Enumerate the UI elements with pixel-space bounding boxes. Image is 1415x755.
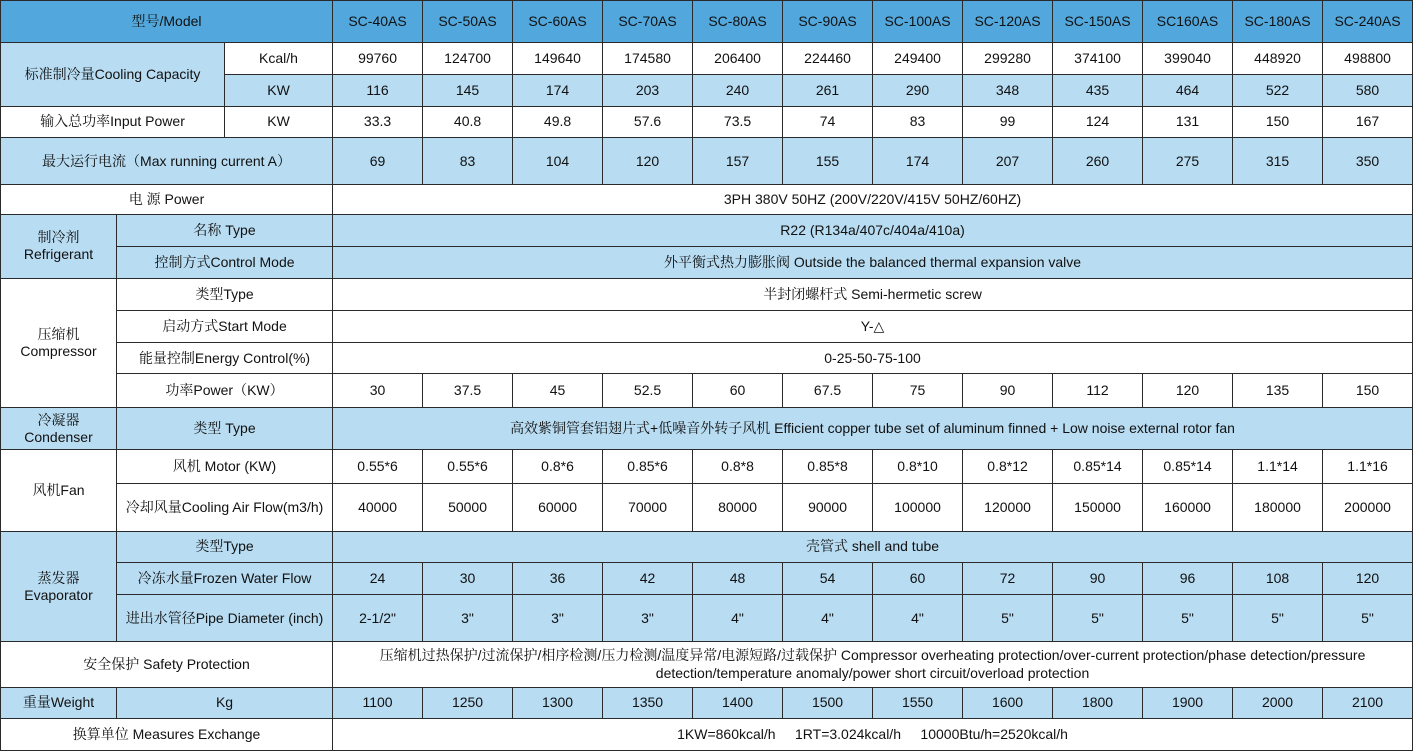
value-cell: 40.8	[423, 106, 513, 138]
value-cell: 104	[513, 138, 603, 185]
value-cell: 155	[783, 138, 873, 185]
weight-unit: Kg	[117, 687, 333, 719]
max-current-row	[1, 138, 1413, 185]
model-cell: SC-120AS	[963, 1, 1053, 43]
value-cell: 1.1*14	[1233, 450, 1323, 484]
value-cell: 72	[963, 562, 1053, 595]
measures-value: 1KW=860kcal/h 1RT=3.024kcal/h 10000Btu/h=2520kcal/h	[333, 719, 1413, 751]
max-current-label: 最大运行电流（Max running current A）	[1, 138, 333, 185]
value-cell: 131	[1143, 106, 1233, 138]
value-cell: 57.6	[603, 106, 693, 138]
value-cell: 399040	[1143, 43, 1233, 75]
value-cell: 348	[963, 75, 1053, 107]
model-cell: SC-100AS	[873, 1, 963, 43]
header-row	[1, 1, 1413, 43]
refrigerant-control-value: 外平衡式热力膨胀阀 Outside the balanced thermal expansion valve	[333, 246, 1413, 278]
value-cell: 150	[1233, 106, 1323, 138]
value-cell: 275	[1143, 138, 1233, 185]
value-cell: 83	[873, 106, 963, 138]
compressor-type-value: 半封闭螺杆式 Semi-hermetic screw	[333, 278, 1413, 311]
measures-row	[1, 719, 1413, 751]
value-cell: 174	[513, 75, 603, 107]
value-cell: 261	[783, 75, 873, 107]
compressor-start-row	[1, 311, 1413, 343]
model-cell: SC160AS	[1143, 1, 1233, 43]
value-cell: 112	[1053, 374, 1143, 408]
value-cell: 60	[873, 562, 963, 595]
value-cell: 99760	[333, 43, 423, 75]
value-cell: 0.55*6	[423, 450, 513, 484]
value-cell: 0.85*6	[603, 450, 693, 484]
value-cell: 249400	[873, 43, 963, 75]
value-cell: 69	[333, 138, 423, 185]
compressor-power-label: 功率Power（KW）	[117, 374, 333, 408]
value-cell: 1300	[513, 687, 603, 719]
value-cell: 24	[333, 562, 423, 595]
value-cell: 33.3	[333, 106, 423, 138]
fan-airflow-row	[1, 484, 1413, 532]
compressor-start-value: Y-△	[333, 311, 1413, 343]
power-row	[1, 184, 1413, 214]
refrigerant-type-row	[1, 215, 1413, 247]
value-cell: 174	[873, 138, 963, 185]
power-label: 电 源 Power	[1, 184, 333, 214]
value-cell: 174580	[603, 43, 693, 75]
value-cell: 150000	[1053, 484, 1143, 532]
value-cell: 135	[1233, 374, 1323, 408]
value-cell: 90	[963, 374, 1053, 408]
value-cell: 1500	[783, 687, 873, 719]
value-cell: 180000	[1233, 484, 1323, 532]
value-cell: 1100	[333, 687, 423, 719]
value-cell: 200000	[1323, 484, 1413, 532]
value-cell: 0.8*6	[513, 450, 603, 484]
value-cell: 3"	[513, 595, 603, 642]
refrigerant-group-label: 制冷剂 Refrigerant	[1, 215, 117, 278]
evaporator-pipe-row	[1, 595, 1413, 642]
value-cell: 116	[333, 75, 423, 107]
value-cell: 0.8*12	[963, 450, 1053, 484]
value-cell: 374100	[1053, 43, 1143, 75]
evaporator-type-value: 壳管式 shell and tube	[333, 532, 1413, 562]
value-cell: 0.8*10	[873, 450, 963, 484]
value-cell: 3"	[603, 595, 693, 642]
compressor-power-row	[1, 374, 1413, 408]
value-cell: 522	[1233, 75, 1323, 107]
refrigerant-type-label: 名称 Type	[117, 215, 333, 247]
value-cell: 224460	[783, 43, 873, 75]
value-cell: 145	[423, 75, 513, 107]
value-cell: 83	[423, 138, 513, 185]
value-cell: 206400	[693, 43, 783, 75]
model-cell: SC-150AS	[1053, 1, 1143, 43]
safety-value: 压缩机过热保护/过流保护/相序检测/压力检测/温度异常/电源短路/过载保护 Compressor overheating protection/over-current protection/phase detection/pressure detection/temperature anomaly/power short circuit/overload protection	[333, 641, 1413, 687]
value-cell: 70000	[603, 484, 693, 532]
value-cell: 120000	[963, 484, 1053, 532]
value-cell: 4"	[693, 595, 783, 642]
refrigerant-control-row	[1, 246, 1413, 278]
value-cell: 498800	[1323, 43, 1413, 75]
cooling-capacity-label: 标准制冷量Cooling Capacity	[1, 43, 225, 106]
condenser-type-value: 高效紫铜管套铝翅片式+低噪音外转子风机 Efficient copper tube set of aluminum finned + Low noise external rotor fan	[333, 408, 1413, 450]
value-cell: 30	[423, 562, 513, 595]
input-power-row	[1, 106, 1413, 138]
power-value: 3PH 380V 50HZ (200V/220V/415V 50HZ/60HZ)	[333, 184, 1413, 214]
condenser-type-label: 类型 Type	[117, 408, 333, 450]
value-cell: 580	[1323, 75, 1413, 107]
fan-group-label: 风机Fan	[1, 450, 117, 532]
value-cell: 5"	[1323, 595, 1413, 642]
cooling-kcal-row	[1, 43, 1413, 75]
evaporator-type-label: 类型Type	[117, 532, 333, 562]
value-cell: 45	[513, 374, 603, 408]
model-cell: SC-50AS	[423, 1, 513, 43]
model-cell: SC-80AS	[693, 1, 783, 43]
value-cell: 1250	[423, 687, 513, 719]
value-cell: 1600	[963, 687, 1053, 719]
value-cell: 4"	[873, 595, 963, 642]
value-cell: 30	[333, 374, 423, 408]
value-cell: 0.85*14	[1143, 450, 1233, 484]
value-cell: 2000	[1233, 687, 1323, 719]
value-cell: 1550	[873, 687, 963, 719]
value-cell: 207	[963, 138, 1053, 185]
evaporator-flow-row	[1, 562, 1413, 595]
compressor-energy-value: 0-25-50-75-100	[333, 342, 1413, 374]
safety-label: 安全保护 Safety Protection	[1, 641, 333, 687]
value-cell: 3"	[423, 595, 513, 642]
refrigerant-control-label: 控制方式Control Mode	[117, 246, 333, 278]
value-cell: 350	[1323, 138, 1413, 185]
evaporator-group-label: 蒸发器 Evaporator	[1, 532, 117, 642]
unit-kw: KW	[225, 75, 333, 107]
compressor-start-label: 启动方式Start Mode	[117, 311, 333, 343]
value-cell: 299280	[963, 43, 1053, 75]
value-cell: 167	[1323, 106, 1413, 138]
model-cell: SC-90AS	[783, 1, 873, 43]
fan-motor-label: 风机 Motor (KW)	[117, 450, 333, 484]
condenser-group-label: 冷凝器 Condenser	[1, 408, 117, 450]
value-cell: 1400	[693, 687, 783, 719]
value-cell: 108	[1233, 562, 1323, 595]
value-cell: 52.5	[603, 374, 693, 408]
value-cell: 290	[873, 75, 963, 107]
evaporator-flow-label: 冷冻水量Frozen Water Flow	[117, 562, 333, 595]
value-cell: 49.8	[513, 106, 603, 138]
evaporator-pipe-label: 进出水管径Pipe Diameter (inch)	[117, 595, 333, 642]
value-cell: 120	[1143, 374, 1233, 408]
compressor-group-label: 压缩机 Compressor	[1, 278, 117, 408]
refrigerant-type-value: R22 (R134a/407c/404a/410a)	[333, 215, 1413, 247]
fan-motor-row	[1, 450, 1413, 484]
value-cell: 54	[783, 562, 873, 595]
value-cell: 464	[1143, 75, 1233, 107]
value-cell: 203	[603, 75, 693, 107]
value-cell: 0.55*6	[333, 450, 423, 484]
model-cell: SC-40AS	[333, 1, 423, 43]
safety-row	[1, 641, 1413, 687]
value-cell: 315	[1233, 138, 1323, 185]
value-cell: 2100	[1323, 687, 1413, 719]
value-cell: 73.5	[693, 106, 783, 138]
value-cell: 75	[873, 374, 963, 408]
input-power-unit: KW	[225, 106, 333, 138]
value-cell: 42	[603, 562, 693, 595]
value-cell: 0.85*8	[783, 450, 873, 484]
value-cell: 448920	[1233, 43, 1323, 75]
input-power-label: 输入总功率Input Power	[1, 106, 225, 138]
model-cell: SC-70AS	[603, 1, 693, 43]
value-cell: 1350	[603, 687, 693, 719]
value-cell: 90000	[783, 484, 873, 532]
model-cell: SC-180AS	[1233, 1, 1323, 43]
model-label: 型号/Model	[1, 1, 333, 43]
value-cell: 260	[1053, 138, 1143, 185]
value-cell: 120	[603, 138, 693, 185]
value-cell: 99	[963, 106, 1053, 138]
value-cell: 5"	[1143, 595, 1233, 642]
value-cell: 5"	[963, 595, 1053, 642]
value-cell: 67.5	[783, 374, 873, 408]
value-cell: 5"	[1233, 595, 1323, 642]
value-cell: 48	[693, 562, 783, 595]
value-cell: 90	[1053, 562, 1143, 595]
value-cell: 100000	[873, 484, 963, 532]
value-cell: 0.8*8	[693, 450, 783, 484]
compressor-type-row	[1, 278, 1413, 311]
value-cell: 240	[693, 75, 783, 107]
evaporator-type-row	[1, 532, 1413, 562]
value-cell: 37.5	[423, 374, 513, 408]
value-cell: 5"	[1053, 595, 1143, 642]
unit-kcal: Kcal/h	[225, 43, 333, 75]
value-cell: 149640	[513, 43, 603, 75]
value-cell: 1800	[1053, 687, 1143, 719]
value-cell: 2-1/2"	[333, 595, 423, 642]
value-cell: 1.1*16	[1323, 450, 1413, 484]
value-cell: 36	[513, 562, 603, 595]
value-cell: 96	[1143, 562, 1233, 595]
value-cell: 124700	[423, 43, 513, 75]
value-cell: 60	[693, 374, 783, 408]
value-cell: 1900	[1143, 687, 1233, 719]
value-cell: 60000	[513, 484, 603, 532]
value-cell: 124	[1053, 106, 1143, 138]
compressor-type-label: 类型Type	[117, 278, 333, 311]
value-cell: 50000	[423, 484, 513, 532]
measures-label: 换算单位 Measures Exchange	[1, 719, 333, 751]
weight-row	[1, 687, 1413, 719]
weight-label: 重量Weight	[1, 687, 117, 719]
value-cell: 160000	[1143, 484, 1233, 532]
value-cell: 80000	[693, 484, 783, 532]
compressor-energy-label: 能量控制Energy Control(%)	[117, 342, 333, 374]
compressor-energy-row	[1, 342, 1413, 374]
model-cell: SC-60AS	[513, 1, 603, 43]
value-cell: 74	[783, 106, 873, 138]
value-cell: 435	[1053, 75, 1143, 107]
fan-airflow-label: 冷却风量Cooling Air Flow(m3/h)	[117, 484, 333, 532]
model-cell: SC-240AS	[1323, 1, 1413, 43]
value-cell: 40000	[333, 484, 423, 532]
value-cell: 0.85*14	[1053, 450, 1143, 484]
value-cell: 150	[1323, 374, 1413, 408]
value-cell: 4"	[783, 595, 873, 642]
condenser-row	[1, 408, 1413, 450]
value-cell: 157	[693, 138, 783, 185]
value-cell: 120	[1323, 562, 1413, 595]
